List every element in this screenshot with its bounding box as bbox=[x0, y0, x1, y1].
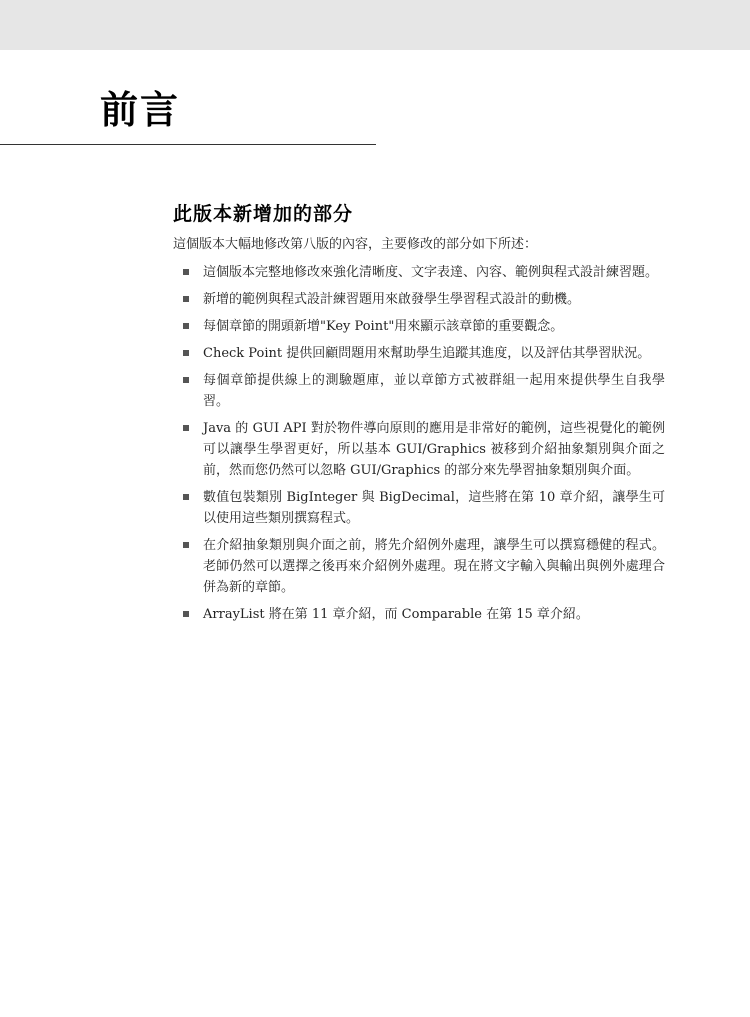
chapter-title: 前言 bbox=[100, 87, 181, 132]
square-bullet-icon bbox=[183, 611, 189, 617]
square-bullet-icon bbox=[183, 494, 189, 500]
square-bullet-icon bbox=[183, 350, 189, 356]
square-bullet-icon bbox=[183, 425, 189, 431]
list-item-text: 每個章節提供線上的測驗題庫，並以章節方式被群組一起用來提供學生自我學習。 bbox=[203, 373, 665, 409]
list-item-text: 在介紹抽象類別與介面之前，將先介紹例外處理，讓學生可以撰寫穩健的程式。老師仍然可以選擇之後再來介紹例外處理。現在將文字輸入與輸出與例外處理合併為新的章節。 bbox=[203, 538, 665, 595]
square-bullet-icon bbox=[183, 323, 189, 329]
list-item bbox=[173, 535, 665, 598]
square-bullet-icon bbox=[183, 296, 189, 302]
square-bullet-icon bbox=[183, 542, 189, 548]
list-item-text: Java 的 GUI API 對於物件導向原則的應用是非常好的範例，這些視覺化的範例可以讓學生學習更好，所以基本 GUI/Graphics 被移到介紹抽象類別與介面之前，然而您仍然可以忽略 GUI/Graphics 的部分來先學習抽象類別與介面。 bbox=[203, 421, 665, 478]
list-item bbox=[173, 487, 665, 529]
list-item bbox=[173, 418, 665, 481]
list-item bbox=[173, 604, 665, 625]
list-item-text: 這個版本完整地修改來強化清晰度、文字表達、內容、範例與程式設計練習題。 bbox=[203, 265, 659, 280]
title-rule bbox=[0, 144, 376, 145]
new-features-section bbox=[173, 200, 665, 631]
list-item bbox=[173, 262, 665, 283]
header-band bbox=[0, 0, 750, 50]
list-item bbox=[173, 343, 665, 364]
feature-list bbox=[173, 262, 665, 625]
section-heading: 此版本新增加的部分 bbox=[173, 203, 354, 225]
list-item-text: Check Point 提供回顧問題用來幫助學生追蹤其進度，以及評估其學習狀況。 bbox=[203, 346, 651, 361]
list-item-text: 數值包裝類別 BigInteger 與 BigDecimal，這些將在第 10 章介紹，讓學生可以使用這些類別撰寫程式。 bbox=[203, 490, 665, 526]
square-bullet-icon bbox=[183, 269, 189, 275]
list-item bbox=[173, 316, 665, 337]
list-item bbox=[173, 289, 665, 310]
list-item-text: ArrayList 將在第 11 章介紹，而 Comparable 在第 15 章介紹。 bbox=[203, 607, 589, 622]
intro-paragraph: 這個版本大幅地修改第八版的內容，主要修改的部分如下所述： bbox=[173, 237, 538, 252]
list-item-text: 每個章節的開頭新增"Key Point"用來顯示該章節的重要觀念。 bbox=[203, 319, 564, 334]
list-item bbox=[173, 370, 665, 412]
square-bullet-icon bbox=[183, 377, 189, 383]
list-item-text: 新增的範例與程式設計練習題用來啟發學生學習程式設計的動機。 bbox=[203, 292, 581, 307]
